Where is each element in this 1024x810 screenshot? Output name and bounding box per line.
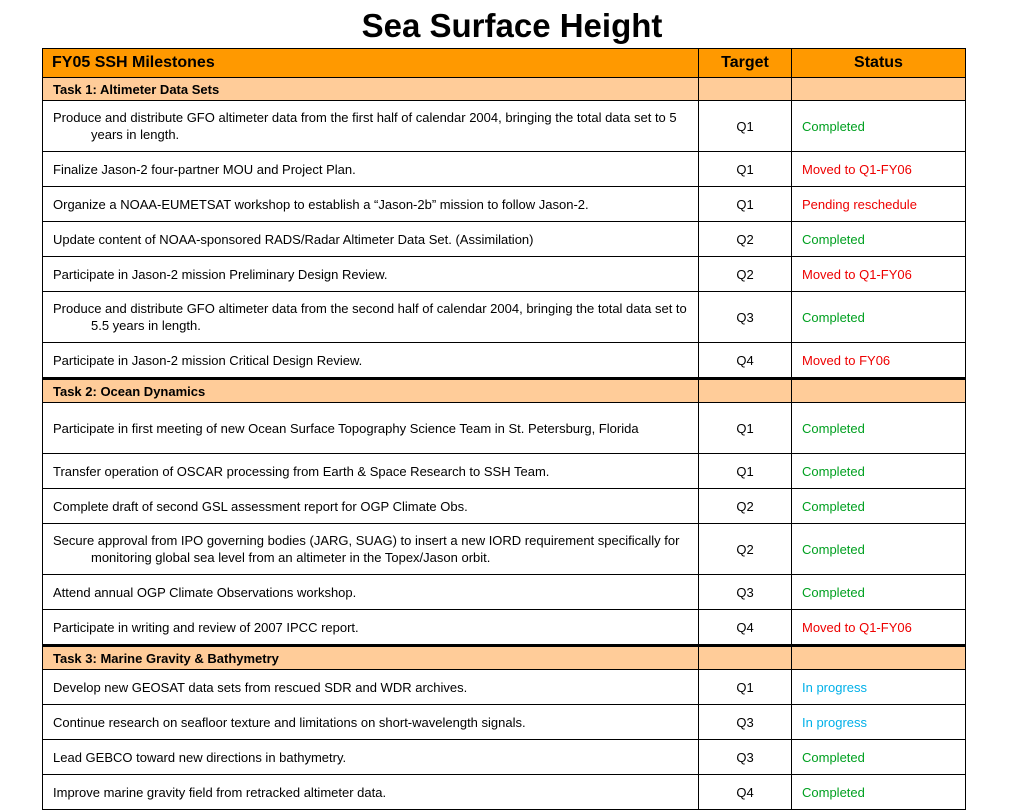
milestone-status: Completed	[792, 292, 966, 343]
milestone-status: Moved to Q1-FY06	[792, 610, 966, 646]
milestone-description	[43, 740, 699, 775]
milestone-description	[43, 403, 699, 454]
milestone-status: In progress	[792, 670, 966, 705]
milestone-status: Completed	[792, 403, 966, 454]
milestone-status: Completed	[792, 101, 966, 152]
milestone-description-text: Improve marine gravity field from retracked altimeter data.	[53, 784, 387, 800]
milestone-description-text: Participate in Jason-2 mission Preliminary Design Review.	[53, 266, 388, 282]
milestone-row	[43, 670, 966, 705]
milestone-row	[43, 610, 966, 646]
milestone-target: Q1	[699, 152, 792, 187]
milestone-status: Completed	[792, 740, 966, 775]
milestone-description-text: Produce and distribute GFO altimeter data from the second half of calendar 2004, bringing the total data set to 5.5 years in length.	[53, 301, 687, 333]
task-label: Task 3: Marine Gravity & Bathymetry	[43, 646, 699, 670]
milestone-row	[43, 101, 966, 152]
milestone-status: Moved to FY06	[792, 343, 966, 379]
milestone-row	[43, 775, 966, 810]
milestone-description-text: Secure approval from IPO governing bodies (JARG, SUAG) to insert a new IORD requirement specifically for monitoring global sea level from an altimeter in the Topex/Jason orbit.	[53, 533, 680, 565]
milestone-row	[43, 187, 966, 222]
milestone-target: Q1	[699, 101, 792, 152]
milestone-status: Completed	[792, 524, 966, 575]
task-status-cell	[792, 78, 966, 101]
milestone-status: Moved to Q1-FY06	[792, 257, 966, 292]
milestone-target: Q1	[699, 187, 792, 222]
milestone-description-text: Organize a NOAA-EUMETSAT workshop to establish a “Jason-2b” mission to follow Jason-2.	[53, 196, 589, 212]
task-label: Task 2: Ocean Dynamics	[43, 379, 699, 403]
milestone-target: Q3	[699, 740, 792, 775]
milestone-target: Q1	[699, 454, 792, 489]
milestone-row	[43, 257, 966, 292]
milestone-row	[43, 222, 966, 257]
milestone-description	[43, 343, 699, 379]
milestone-target: Q4	[699, 610, 792, 646]
milestone-row	[43, 524, 966, 575]
milestone-target: Q1	[699, 403, 792, 454]
milestone-description-text: Lead GEBCO toward new directions in bathymetry.	[53, 749, 347, 765]
table-body	[43, 78, 966, 810]
milestone-target: Q4	[699, 775, 792, 810]
milestone-row	[43, 705, 966, 740]
milestone-row	[43, 152, 966, 187]
page-title: Sea Surface Height	[361, 7, 663, 44]
table-header	[43, 49, 966, 78]
milestone-row	[43, 454, 966, 489]
milestone-description	[43, 670, 699, 705]
milestone-description-text: Update content of NOAA-sponsored RADS/Radar Altimeter Data Set. (Assimilation)	[53, 231, 534, 247]
milestone-description	[43, 222, 699, 257]
milestone-description-text: Complete draft of second GSL assessment report for OGP Climate Obs.	[53, 498, 468, 514]
milestone-status: Completed	[792, 775, 966, 810]
milestone-row	[43, 292, 966, 343]
milestone-description	[43, 454, 699, 489]
milestone-target: Q1	[699, 670, 792, 705]
milestone-target: Q4	[699, 343, 792, 379]
milestone-row	[43, 343, 966, 379]
milestone-target: Q3	[699, 575, 792, 610]
task-row	[43, 78, 966, 101]
milestone-row	[43, 740, 966, 775]
milestone-description	[43, 187, 699, 222]
milestone-description	[43, 292, 699, 343]
task-target-cell	[699, 379, 792, 403]
milestone-description-text: Continue research on seafloor texture and limitations on short-wavelength signals.	[53, 714, 526, 730]
milestone-target: Q3	[699, 292, 792, 343]
header-status: Status	[792, 49, 966, 78]
task-row	[43, 646, 966, 670]
milestone-description	[43, 101, 699, 152]
milestone-description	[43, 489, 699, 524]
task-status-cell	[792, 379, 966, 403]
milestone-description-text: Transfer operation of OSCAR processing from Earth & Space Research to SSH Team.	[53, 463, 550, 479]
task-label: Task 1: Altimeter Data Sets	[43, 78, 699, 101]
header-milestones: FY05 SSH Milestones	[43, 49, 699, 78]
milestone-description	[43, 775, 699, 810]
milestone-description-text: Participate in first meeting of new Ocean Surface Topography Science Team in St. Petersburg, Florida	[53, 420, 639, 436]
milestone-description	[43, 575, 699, 610]
task-row	[43, 379, 966, 403]
milestone-description	[43, 524, 699, 575]
milestone-target: Q2	[699, 489, 792, 524]
milestone-description	[43, 152, 699, 187]
milestone-row	[43, 575, 966, 610]
milestone-description-text: Develop new GEOSAT data sets from rescued SDR and WDR archives.	[53, 679, 468, 695]
milestone-status: Completed	[792, 454, 966, 489]
milestone-status: In progress	[792, 705, 966, 740]
task-status-cell	[792, 646, 966, 670]
header-target: Target	[699, 49, 792, 78]
milestone-status: Moved to Q1-FY06	[792, 152, 966, 187]
milestone-description	[43, 610, 699, 646]
milestone-description-text: Participate in writing and review of 2007 IPCC report.	[53, 619, 359, 635]
milestone-status: Pending reschedule	[792, 187, 966, 222]
milestone-target: Q2	[699, 524, 792, 575]
task-target-cell	[699, 646, 792, 670]
milestone-target: Q2	[699, 257, 792, 292]
milestone-description	[43, 257, 699, 292]
milestone-status: Completed	[792, 222, 966, 257]
milestone-description-text: Produce and distribute GFO altimeter data from the first half of calendar 2004, bringing the total data set to 5 years in length.	[53, 110, 677, 142]
task-target-cell	[699, 78, 792, 101]
milestone-description-text: Attend annual OGP Climate Observations workshop.	[53, 584, 357, 600]
milestone-description-text: Participate in Jason-2 mission Critical Design Review.	[53, 352, 363, 368]
milestone-target: Q2	[699, 222, 792, 257]
milestone-row	[43, 403, 966, 454]
milestone-row	[43, 489, 966, 524]
milestone-status: Completed	[792, 489, 966, 524]
milestones-table	[42, 48, 966, 810]
milestone-description	[43, 705, 699, 740]
milestone-target: Q3	[699, 705, 792, 740]
milestone-description-text: Finalize Jason-2 four-partner MOU and Project Plan.	[53, 161, 356, 177]
milestone-status: Completed	[792, 575, 966, 610]
